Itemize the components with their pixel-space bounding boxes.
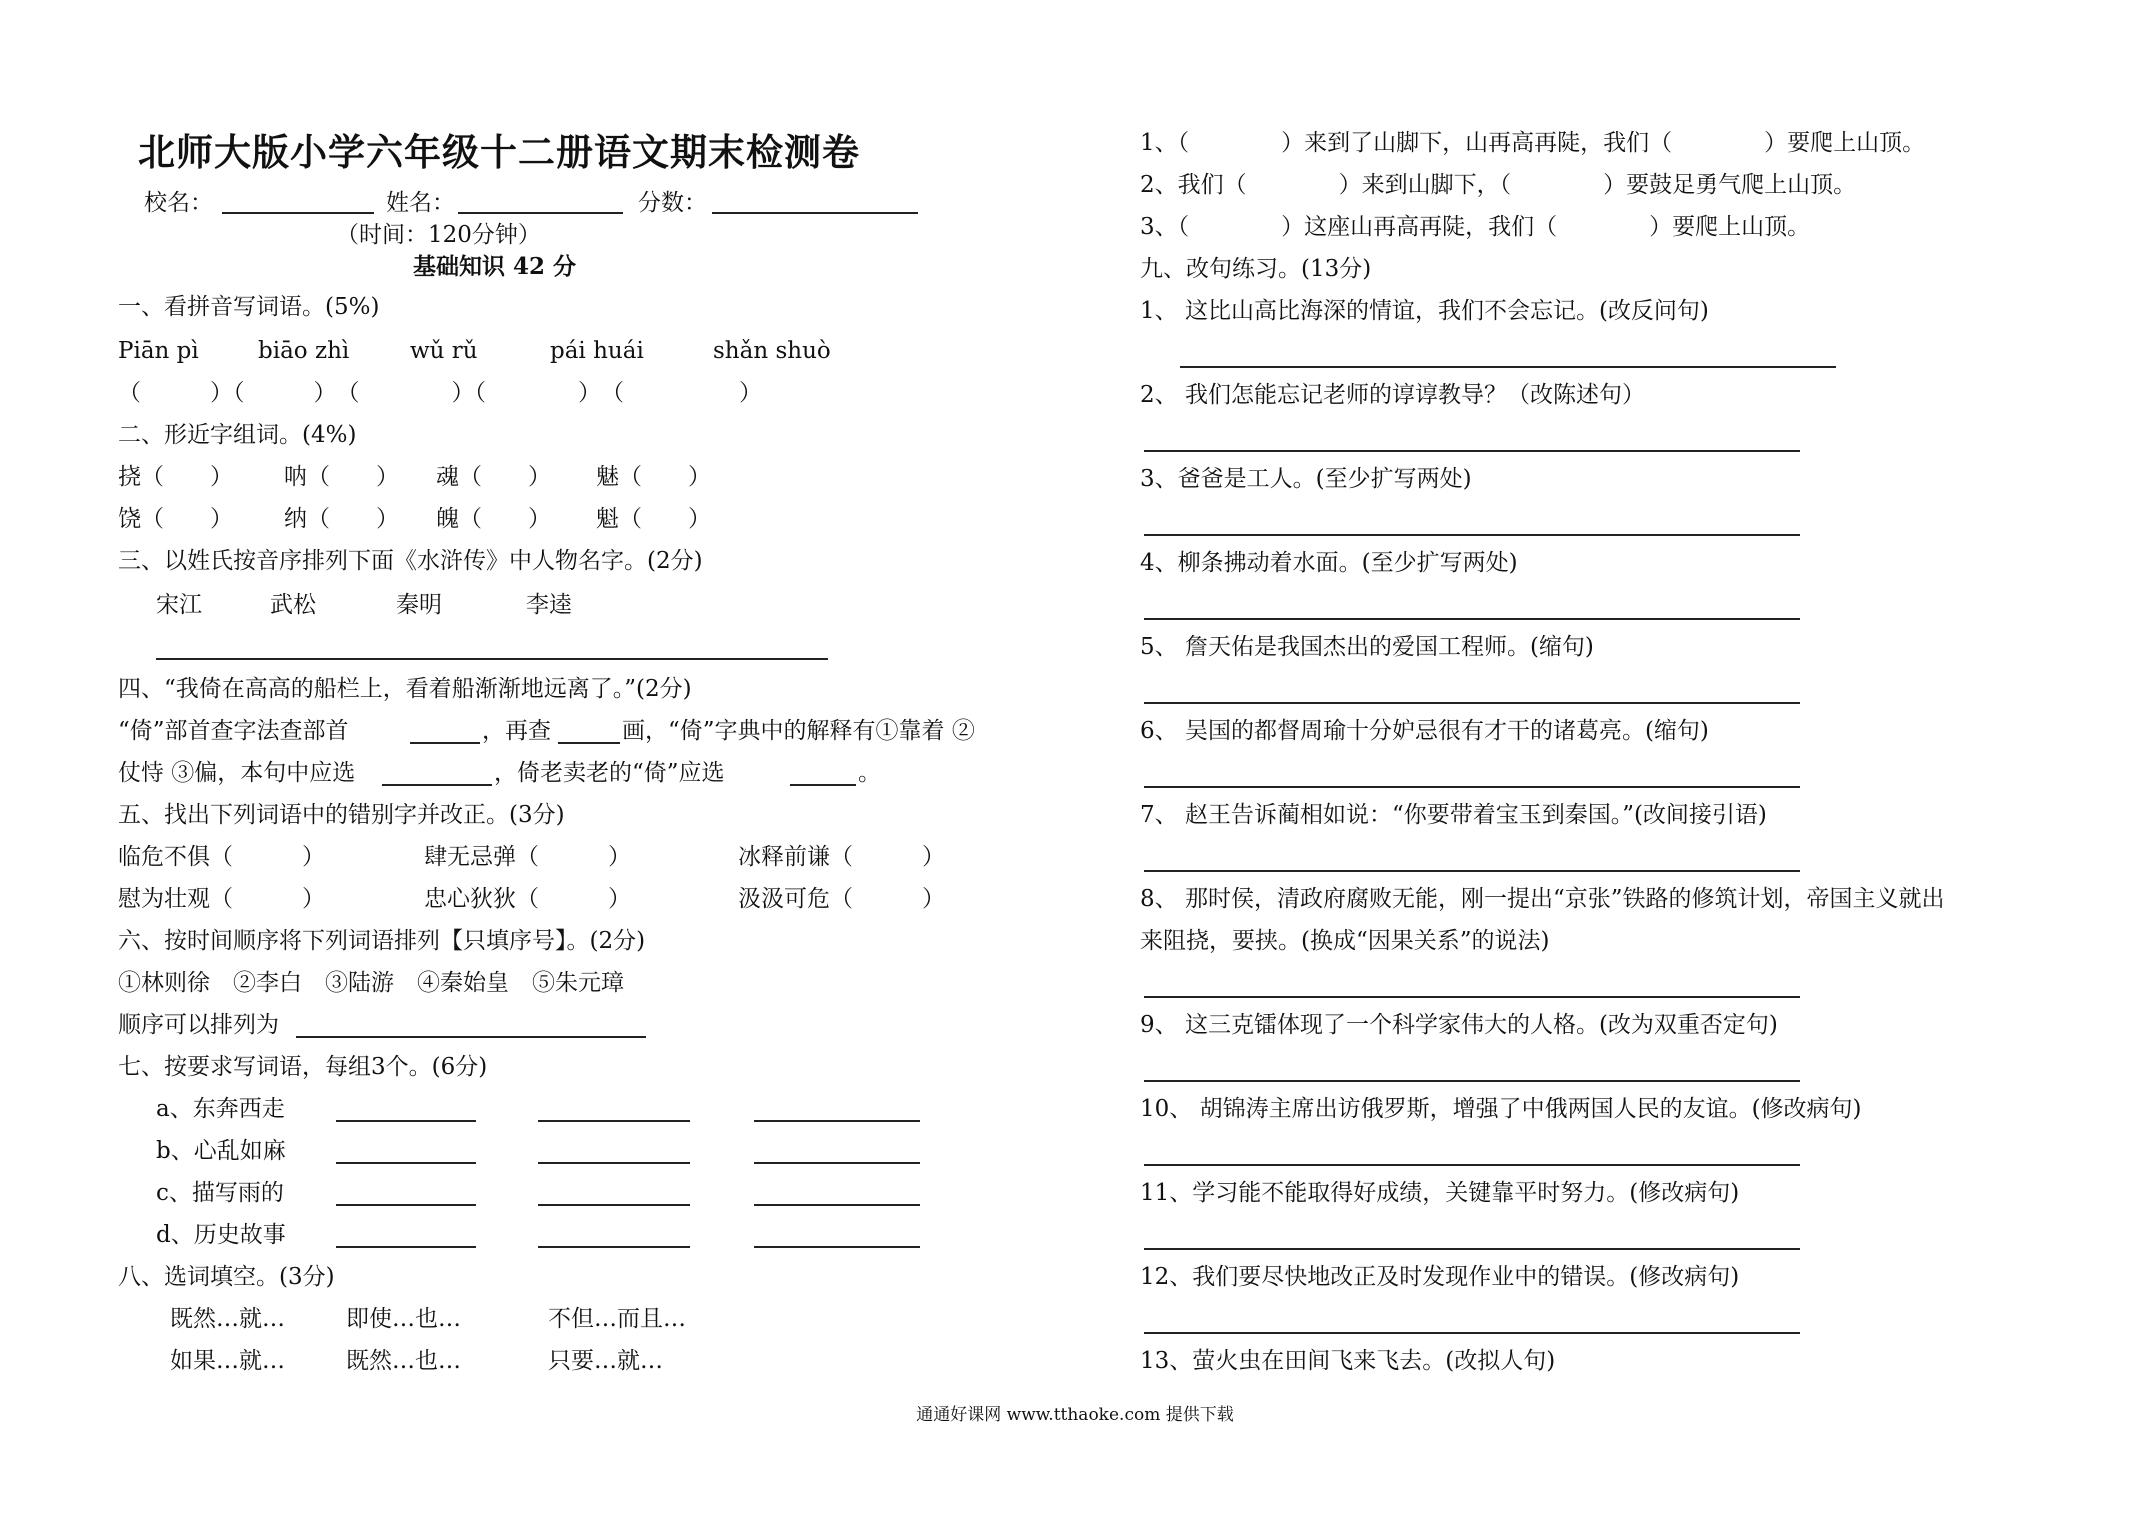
school-label: 校名： <box>144 190 213 216</box>
q4-blank-1[interactable] <box>410 742 480 744</box>
q9-item-4: 4、柳条拂动着水面。(至少扩写两处) <box>1140 550 1518 576</box>
q7-item-b: b、心乱如麻 <box>156 1138 286 1164</box>
q5-heading: 五、找出下列词语中的错别字并改正。(3分) <box>118 802 565 828</box>
q1-pinyin-2: biāo zhì <box>258 338 350 364</box>
q9-item-5: 5、 詹天佑是我国杰出的爱国工程师。(缩句) <box>1140 634 1594 660</box>
q5-r2-2[interactable]: 忠心狄狄（ ） <box>424 886 631 912</box>
q8-r2-2: 既然…也… <box>346 1348 461 1374</box>
q8-r1-3: 不但…而且… <box>548 1306 686 1332</box>
q2-r1-2[interactable]: 呐（ ） <box>284 464 399 490</box>
q2-r2-3[interactable]: 魄（ ） <box>436 506 551 532</box>
q9-item-10: 10、 胡锦涛主席出访俄罗斯，增强了中俄两国人民的友谊。(修改病句) <box>1140 1096 1862 1122</box>
score-label: 分数： <box>638 190 707 216</box>
section-basic: 基础知识 42 分 <box>413 253 577 280</box>
q7-heading: 七、按要求写词语，每组3个。(6分) <box>118 1054 488 1080</box>
q3-heading: 三、以姓氏按音序排列下面《水浒传》中人物名字。(2分) <box>118 548 703 574</box>
q6-items: ①林则徐 ②李白 ③陆游 ④秦始皇 ⑤朱元璋 <box>118 970 624 996</box>
q9-answer-line[interactable] <box>1144 618 1800 620</box>
q7-answer-line[interactable] <box>754 1246 920 1248</box>
q7-answer-line[interactable] <box>754 1204 920 1206</box>
q9-answer-line[interactable] <box>1144 1080 1800 1082</box>
q9-item-8-continued: 来阻挠，要挟。(换成“因果关系”的说法) <box>1140 928 1550 954</box>
q2-r1-4[interactable]: 魅（ ） <box>596 464 711 490</box>
q7-item-c: c、描写雨的 <box>156 1180 284 1206</box>
q9-item-1: 1、 这比山高比海深的情谊，我们不会忘记。(改反问句) <box>1140 298 1709 324</box>
q5-r2-1[interactable]: 慰为壮观（ ） <box>118 886 325 912</box>
q5-r2-3[interactable]: 汲汲可危（ ） <box>738 886 945 912</box>
q4-line2c: 。 <box>858 760 881 786</box>
q7-answer-line[interactable] <box>336 1246 476 1248</box>
q9-answer-line[interactable] <box>1144 1332 1800 1334</box>
q7-answer-line[interactable] <box>336 1204 476 1206</box>
q1-pinyin-4: pái huái <box>550 338 644 364</box>
q1-pinyin-5: shǎn shuò <box>713 338 831 364</box>
q3-name-4: 李逵 <box>526 592 572 618</box>
q8-r2-3: 只要…就… <box>548 1348 663 1374</box>
q7-answer-line[interactable] <box>538 1162 690 1164</box>
q9-answer-line[interactable] <box>1144 870 1800 872</box>
q9-item-13: 13、萤火虫在田间飞来飞去。(改拟人句) <box>1140 1348 1556 1374</box>
q3-name-3: 秦明 <box>396 592 442 618</box>
q8-r2-1: 如果…就… <box>170 1348 285 1374</box>
q6-order-label: 顺序可以排列为 <box>118 1012 279 1038</box>
q7-answer-line[interactable] <box>754 1162 920 1164</box>
q8-sentence-1[interactable]: 1、（ ）来到了山脚下，山再高再陡，我们（ ）要爬上山顶。 <box>1140 130 1926 156</box>
q9-item-3: 3、爸爸是工人。(至少扩写两处) <box>1140 466 1472 492</box>
q9-item-6: 6、 吴国的都督周瑜十分妒忌很有才干的诸葛亮。(缩句) <box>1140 718 1709 744</box>
q9-answer-line[interactable] <box>1144 1248 1800 1250</box>
q1-pinyin-1: Piān pì <box>118 338 199 364</box>
q4-blank-3[interactable] <box>382 784 492 786</box>
school-field[interactable] <box>222 212 374 214</box>
q9-heading: 九、改句练习。(13分) <box>1140 256 1372 282</box>
q6-answer-line[interactable] <box>296 1036 646 1038</box>
q4-line1b: ，再查 <box>482 718 551 744</box>
name-field[interactable] <box>458 212 623 214</box>
q9-item-2: 2、 我们怎能忘记老师的谆谆教导？（改陈述句） <box>1140 382 1645 408</box>
q9-answer-line[interactable] <box>1144 450 1800 452</box>
q3-name-2: 武松 <box>270 592 316 618</box>
q1-heading: 一、看拼音写词语。(5%) <box>118 294 380 320</box>
q2-r2-1[interactable]: 饶（ ） <box>118 506 233 532</box>
q1-blanks[interactable]: （ ）（ ） （ ）（ ） （ ） <box>118 380 762 406</box>
q7-item-d: d、历史故事 <box>156 1222 286 1248</box>
q5-r1-1[interactable]: 临危不俱（ ） <box>118 844 325 870</box>
q9-item-12: 12、我们要尽快地改正及时发现作业中的错误。(修改病句) <box>1140 1264 1740 1290</box>
q4-line1c: 画，“倚”字典中的解释有①靠着 ② <box>622 718 975 744</box>
q9-item-7: 7、 赵王告诉蔺相如说：“你要带着宝玉到秦国。”(改间接引语) <box>1140 802 1767 828</box>
q4-blank-2[interactable] <box>558 742 620 744</box>
q7-answer-line[interactable] <box>538 1246 690 1248</box>
q9-answer-line[interactable] <box>1180 366 1836 368</box>
q9-item-11: 11、学习能不能取得好成绩，关键靠平时努力。(修改病句) <box>1140 1180 1740 1206</box>
q9-answer-line[interactable] <box>1144 702 1800 704</box>
q7-answer-line[interactable] <box>336 1120 476 1122</box>
q2-heading: 二、形近字组词。(4%) <box>118 422 357 448</box>
q9-answer-line[interactable] <box>1144 996 1800 998</box>
q7-answer-line[interactable] <box>538 1204 690 1206</box>
q7-answer-line[interactable] <box>336 1162 476 1164</box>
q1-pinyin-3: wǔ rǔ <box>410 338 478 364</box>
q4-line2b: ，倚老卖老的“倚”应选 <box>494 760 725 786</box>
q4-line1a: “倚”部首查字法查部首 <box>118 718 349 744</box>
q3-answer-line[interactable] <box>156 658 828 660</box>
time-note: （时间：120分钟） <box>336 222 541 248</box>
q3-name-1: 宋江 <box>156 592 202 618</box>
q8-sentence-3[interactable]: 3、（ ）这座山再高再陡，我们（ ）要爬上山顶。 <box>1140 214 1811 240</box>
q6-heading: 六、按时间顺序将下列词语排列【只填序号】。(2分) <box>118 928 646 954</box>
q5-r1-3[interactable]: 冰释前谦（ ） <box>738 844 945 870</box>
q9-answer-line[interactable] <box>1144 1164 1800 1166</box>
q2-r2-2[interactable]: 纳（ ） <box>284 506 399 532</box>
q4-blank-4[interactable] <box>790 784 856 786</box>
q7-answer-line[interactable] <box>538 1120 690 1122</box>
q7-item-a: a、东奔西走 <box>156 1096 285 1122</box>
page-title: 北师大版小学六年级十二册语文期末检测卷 <box>138 130 860 174</box>
q7-answer-line[interactable] <box>754 1120 920 1122</box>
q8-r1-1: 既然…就… <box>170 1306 285 1332</box>
q8-r1-2: 即使…也… <box>346 1306 461 1332</box>
q9-item-8: 8、 那时侯，清政府腐败无能，刚一提出“京张”铁路的修筑计划，帝国主义就出 <box>1140 886 1945 912</box>
q2-r2-4[interactable]: 魁（ ） <box>596 506 711 532</box>
q8-heading: 八、选词填空。(3分) <box>118 1264 335 1290</box>
q9-item-9: 9、 这三克镭体现了一个科学家伟大的人格。(改为双重否定句) <box>1140 1012 1778 1038</box>
q8-sentence-2[interactable]: 2、我们（ ）来到山脚下，（ ）要鼓足勇气爬上山顶。 <box>1140 172 1857 198</box>
footer-credit: 通通好课网 www.tthaoke.com 提供下载 <box>916 1405 1234 1425</box>
q5-r1-2[interactable]: 肆无忌弹（ ） <box>424 844 631 870</box>
q2-r1-1[interactable]: 挠（ ） <box>118 464 233 490</box>
q2-r1-3[interactable]: 魂（ ） <box>436 464 551 490</box>
q9-answer-line[interactable] <box>1144 534 1800 536</box>
q4-line2a: 仗恃 ③偏，本句中应选 <box>118 760 356 786</box>
score-field[interactable] <box>712 212 918 214</box>
q9-answer-line[interactable] <box>1144 786 1800 788</box>
name-label: 姓名： <box>386 190 455 216</box>
q4-heading: 四、“我倚在高高的船栏上，看着船渐渐地远离了。”(2分) <box>118 676 692 702</box>
